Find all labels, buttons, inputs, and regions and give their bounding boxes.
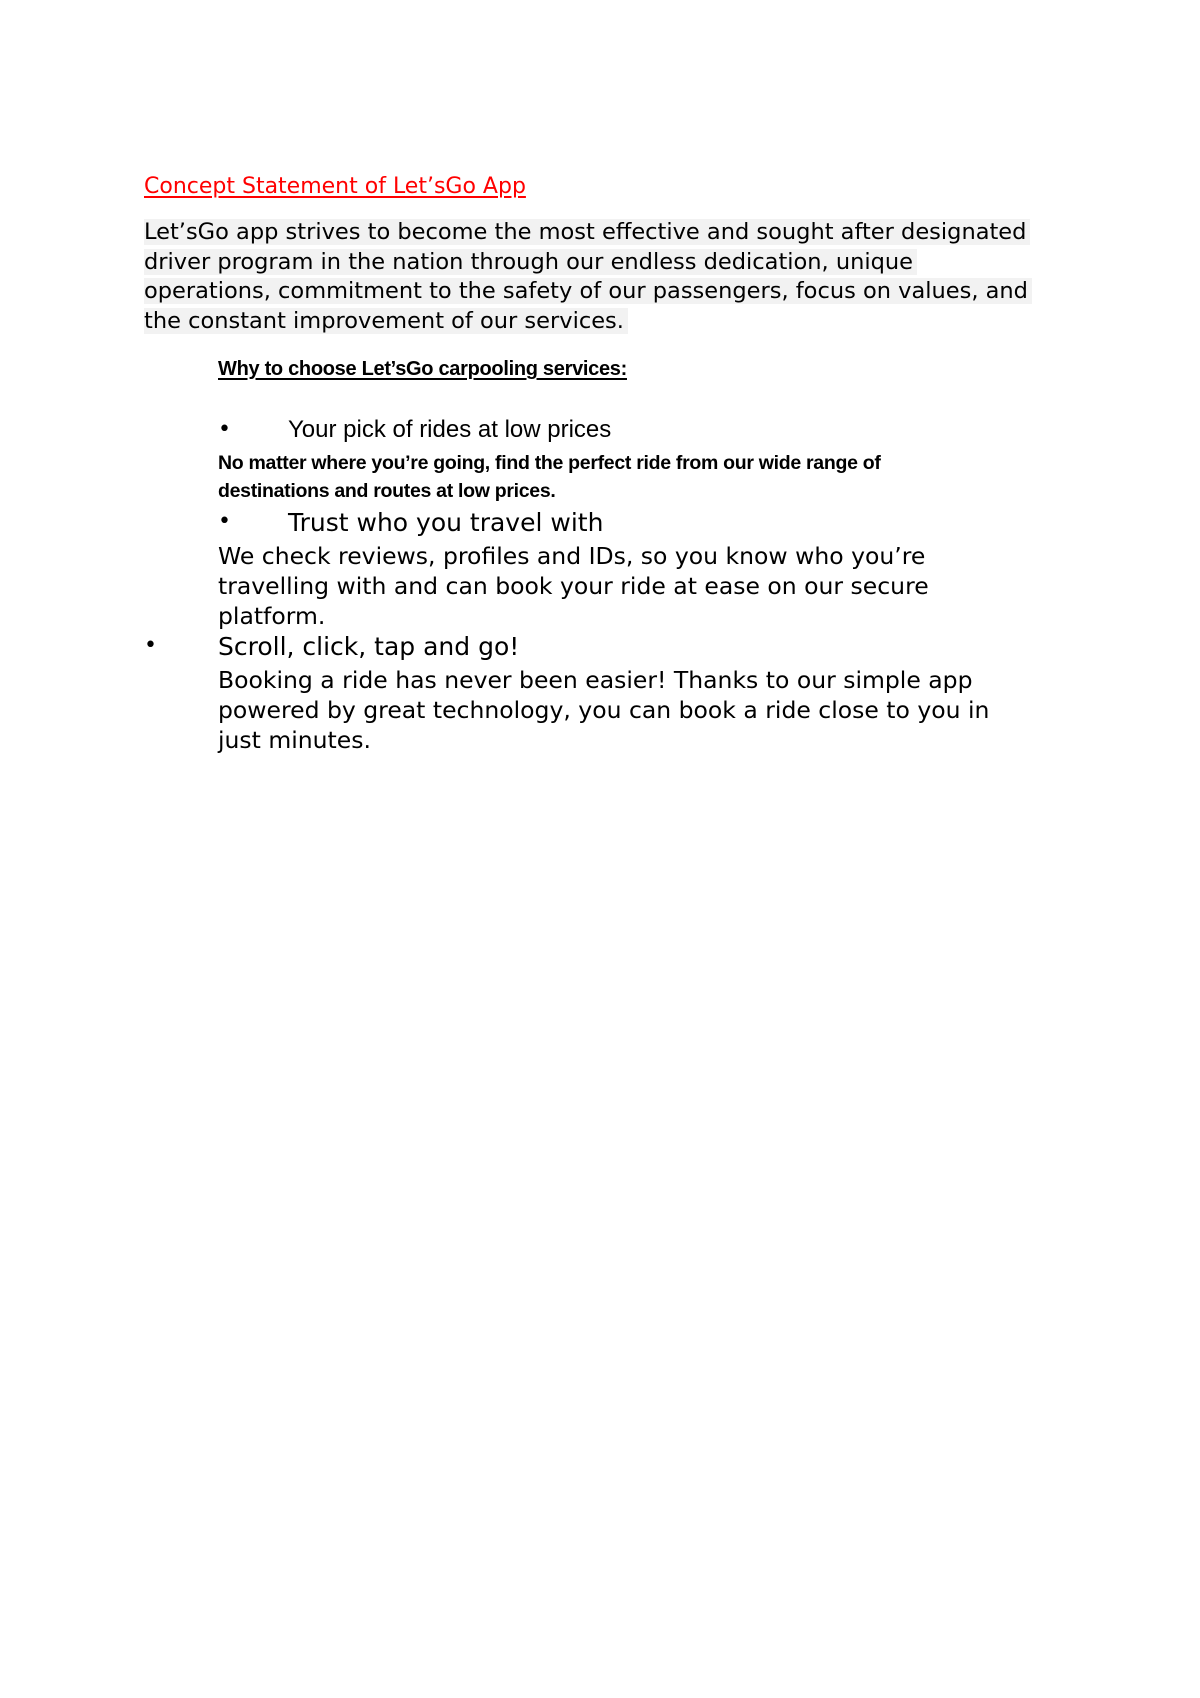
description-line: No matter where you’re going, find the perfect ride from our wide range of [218,452,881,474]
description-line: powered by great technology, you can book a ride close to you in [218,696,990,724]
intro-line [144,218,1074,248]
intro-line [144,307,1074,337]
feature-heading-trust: Trust who you travel with [288,508,604,537]
description-line: travelling with and can book your ride at ease on our secure [218,572,929,600]
description-line: platform. [218,602,326,630]
intro-line [144,277,1074,307]
intro-line-text: operations, commitment to the safety of our passengers, focus on values, and [144,278,1032,304]
bullet-icon: • [218,509,231,534]
feature-description-trust [218,541,929,631]
feature-heading-low-prices: Your pick of rides at low prices [288,416,612,443]
why-choose-heading: Why to choose Let’sGo carpooling services: [218,358,627,380]
intro-line-text: Let’sGo app strives to become the most effective and sought after designated [144,219,1030,245]
intro-line-text: the constant improvement of our services. [144,308,628,334]
document-title: Concept Statement of Let’sGo App [144,174,526,199]
feature-heading-scroll-click: Scroll, click, tap and go! [218,632,520,661]
feature-description-low-prices [218,449,881,505]
intro-line [144,248,1074,278]
description-line: Booking a ride has never been easier! Thanks to our simple app [218,666,973,694]
intro-paragraph [144,218,1074,336]
bullet-icon: • [218,417,231,442]
feature-description-scroll-click [218,665,989,755]
description-line: We check reviews, profiles and IDs, so you know who you’re [218,542,926,570]
bullet-icon: • [144,633,157,658]
description-line: destinations and routes at low prices. [218,480,556,502]
description-line: just minutes. [218,726,371,754]
intro-line-text: driver program in the nation through our endless dedication, unique [144,249,917,275]
